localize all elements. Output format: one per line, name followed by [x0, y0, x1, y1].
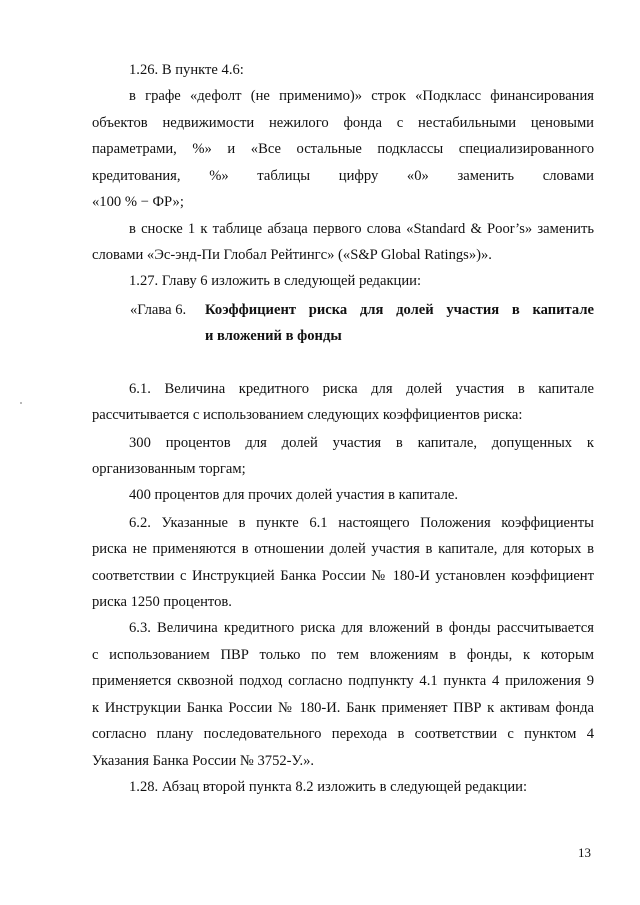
clause-6-2-line-1: 6.2. Указанные в пункте 6.1 настоящего Положения коэффициенты [129, 515, 594, 531]
page-number: 13 [578, 845, 591, 860]
clause-6-3-line-6: Указания Банка России № 3752-У.». [92, 753, 315, 769]
clause-6-1-line-1: 6.1. Величина кредитного риска для долей участия в капитале [129, 381, 594, 397]
list-400: 400 процентов для прочих долей участия в капитале. [129, 487, 459, 503]
item-1-26-line-1: в графе «дефолт (не применимо)» строк «Подкласс финансирования [129, 88, 594, 104]
clause-6-1-line-2: рассчитывается с использованием следующих коэффициентов риска: [92, 407, 523, 423]
clause-6-3-line-5: согласно плану последовательного перехода в соответствии с пунктом 4 [92, 726, 594, 742]
item-1-26-line-4: кредитования, %» таблицы цифру «0» заменить словами [92, 168, 594, 184]
item-1-26-heading: 1.26. В пункте 4.6: [129, 62, 244, 78]
chapter-title-line-2: и вложений в фонды [205, 328, 342, 344]
item-1-27: 1.27. Главу 6 изложить в следующей редакции: [129, 273, 422, 289]
clause-6-3-line-3: применяется сквозной подход согласно подпункту 4.1 пункта 4 приложения 9 [92, 673, 594, 689]
clause-6-2-line-2: риска не применяются в отношении долей участия в капитале, для которых в [92, 541, 594, 557]
list-300-line-1: 300 процентов для долей участия в капитале, допущенных к [129, 435, 594, 451]
footnote-change-line-2: словами «Эс-энд-Пи Глобал Рейтингс» («S&P Global Ratings»)». [92, 247, 492, 263]
item-1-26-line-2: объектов недвижимости нежилого фонда с нестабильными ценовыми [92, 115, 594, 131]
clause-6-3-line-2: с использованием ПВР только по тем вложениям в фонды, к которым [92, 647, 594, 663]
chapter-number: «Глава 6. [130, 302, 187, 318]
chapter-title-line-1: Коэффициент риска для долей участия в капитале [205, 302, 594, 318]
clause-6-3-line-1: 6.3. Величина кредитного риска для вложений в фонды рассчитывается [129, 620, 594, 636]
list-300-line-2: организованным торгам; [92, 461, 246, 477]
clause-6-2-line-3: соответствии с Инструкцией Банка России № 180-И установлен коэффициент [92, 568, 594, 584]
clause-6-3-line-4: к Инструкции Банка России № 180-И. Банк применяет ПВР к активам фонда [92, 700, 594, 716]
clause-6-2-line-4: риска 1250 процентов. [92, 594, 232, 610]
footnote-change-line-1: в сноске 1 к таблице абзаца первого слова «Standard & Poor’s» заменить [129, 221, 594, 237]
scan-speck [20, 402, 22, 404]
item-1-26-line-3: параметрами, %» и «Все остальные подклассы специализированного [92, 141, 594, 157]
item-1-28: 1.28. Абзац второй пункта 8.2 изложить в следующей редакции: [129, 779, 528, 795]
item-1-26-line-5: «100 % − ФР»; [92, 194, 184, 210]
